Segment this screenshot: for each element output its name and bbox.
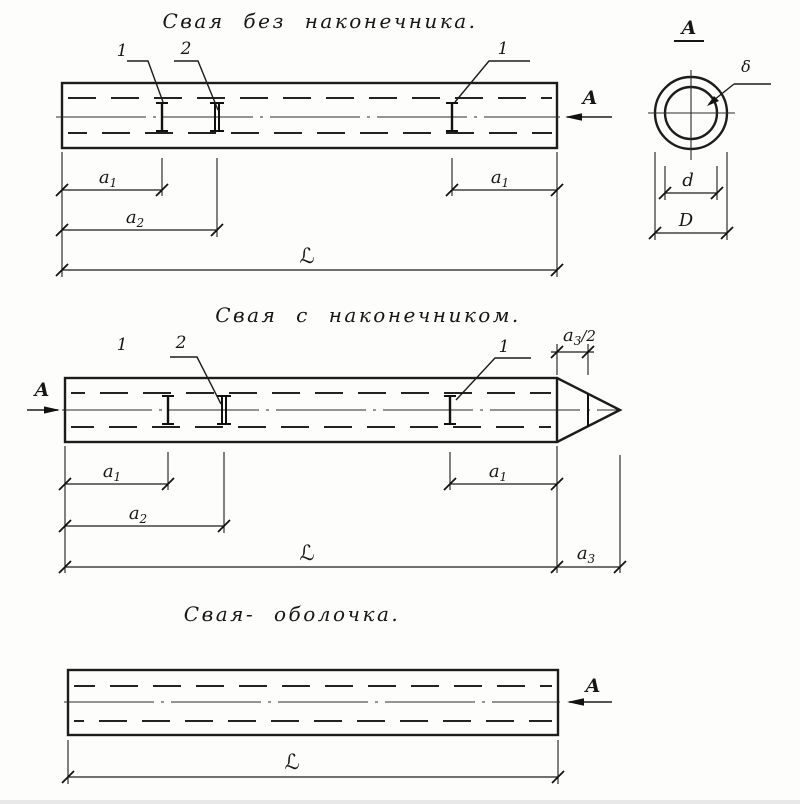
pile-with-tip-drawing [27, 303, 626, 573]
section-arrow-a [565, 87, 612, 121]
section-arrow-head [565, 113, 582, 121]
drawing2-dimensions [59, 446, 626, 573]
dim-label-a3-half: $a_3^{/2}$ [563, 325, 596, 348]
dim-label-a1-left: $a_1$ [98, 167, 118, 190]
shell-pile-drawing [62, 602, 612, 784]
section-arrow-a-label: А [582, 87, 598, 109]
callout-1-right-label: 1 [498, 337, 510, 357]
section-arrow-head [44, 406, 60, 413]
drawing1-title: Свая без наконечника. [162, 9, 478, 33]
dim-label-outer-diameter: D [678, 210, 694, 231]
dim-label-length: ℒ [284, 750, 300, 774]
dim-label-length: ℒ [299, 244, 315, 268]
a3-half-dimension [551, 325, 596, 375]
callout-1-right-label: 1 [497, 39, 509, 59]
wall-thickness-callout [707, 57, 771, 106]
callout-1-left-label: 1 [116, 335, 128, 355]
pile-body-outline [62, 83, 557, 148]
callout-2-label: 2 [180, 39, 192, 59]
callout-2-label: 2 [175, 333, 187, 353]
section-arrow-a-label: А [34, 379, 50, 401]
callout-1-right-leader [455, 61, 530, 102]
drawing3-dimensions [62, 740, 564, 784]
pile-without-tip-drawing [56, 9, 612, 277]
dim-label-a1-left: $a_1$ [102, 461, 122, 484]
section-arrow-a [567, 675, 612, 706]
dim-label-length: ℒ [299, 541, 315, 565]
callout-1-left-label: 1 [116, 41, 128, 61]
dim-label-a1-right: $a_1$ [488, 461, 508, 484]
drawing2-title: Свая с наконечником. [215, 303, 521, 327]
callout-1-left-leader [127, 61, 163, 102]
section-a-view [648, 17, 771, 240]
section-view-title: А [681, 17, 697, 39]
dim-label-a2: $a_2$ [125, 207, 145, 230]
dim-label-a3: $a_3$ [576, 543, 596, 566]
drawing3-title: Свая- оболочка. [183, 602, 401, 626]
dim-label-a1-right: $a_1$ [490, 167, 510, 190]
dim-label-a2: $a_2$ [128, 503, 148, 526]
section-arrow-head [567, 698, 584, 706]
drawing1-dimensions [56, 152, 563, 277]
dim-label-inner-diameter: d [682, 170, 694, 191]
callout-2-leader [170, 357, 221, 404]
section-arrow-a-label: А [585, 675, 601, 697]
wall-thickness-label: δ [741, 57, 751, 76]
section-arrow-a [27, 379, 60, 414]
section-dimensions [649, 152, 733, 240]
